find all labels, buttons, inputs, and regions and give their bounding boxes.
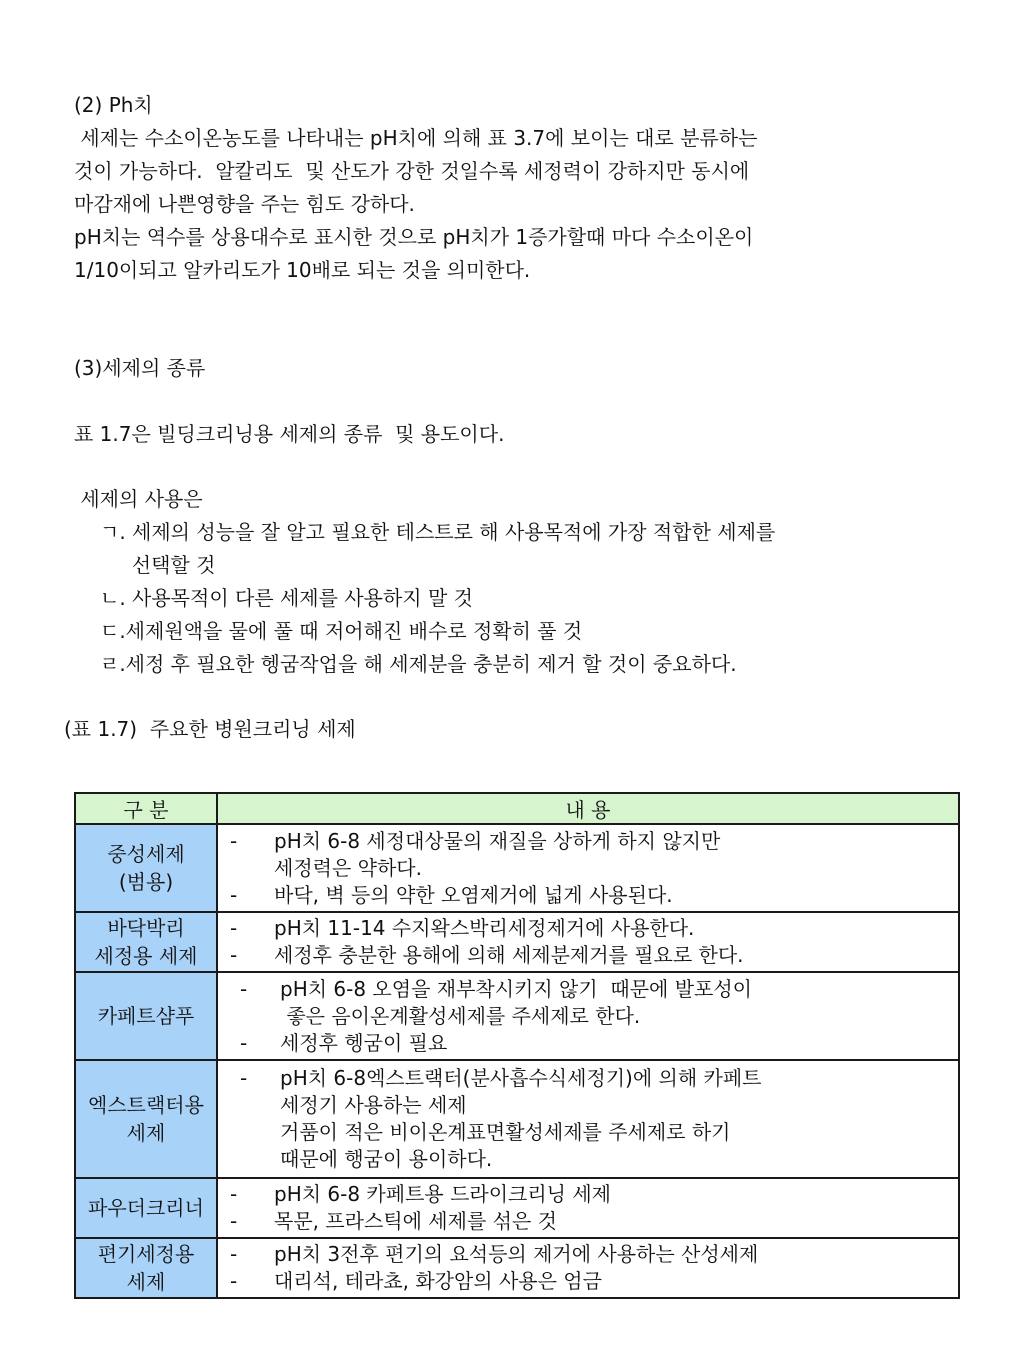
bullet-dash: -	[230, 1269, 238, 1293]
bullet-item	[218, 882, 958, 909]
category-label: 세제	[126, 1121, 166, 1145]
content-cell	[217, 912, 959, 972]
bullet-line: 세정후 헹굼이 필요	[280, 1030, 448, 1055]
bullet-dash: -	[230, 943, 238, 967]
body-line: 마감재에 나쁜영향을 주는 힘도 강하다.	[74, 192, 415, 216]
bullet-item	[218, 1268, 958, 1295]
content-cell	[217, 1178, 959, 1238]
bullet-text	[274, 1241, 758, 1268]
table-header-row	[75, 793, 959, 824]
content-cell	[217, 824, 959, 912]
usage-item: 선택할 것	[100, 553, 216, 577]
category-label: 파우더크리너	[88, 1196, 204, 1220]
bullet-text	[280, 1030, 447, 1057]
table-row	[75, 1178, 959, 1238]
bullet-line: 세정력은 약하다.	[274, 855, 422, 880]
category-label: 중성세제	[107, 842, 185, 866]
content-cell	[217, 1060, 959, 1178]
bullet-dash: -	[230, 882, 238, 907]
bullet-dash: -	[230, 916, 238, 940]
bullet-text	[274, 942, 744, 969]
bullet-line: pH치 6-8 오염을 재부착시키지 않기 때문에 발포성이	[280, 976, 752, 1001]
bullet-item	[218, 1030, 958, 1057]
bullet-line: pH치 11-14 수지왁스박리세정제거에 사용한다.	[274, 916, 695, 940]
category-cell	[75, 1178, 217, 1238]
bullet-item	[218, 828, 958, 882]
body-line: pH치는 역수를 상용대수로 표시한 것으로 pH치가 1증가할때 마다 수소이온이	[74, 225, 754, 249]
usage-item: ㄴ. 사용목적이 다른 세제를 사용하지 말 것	[100, 586, 473, 610]
bullet-text	[274, 1208, 557, 1235]
bullet-item	[218, 915, 958, 942]
bullet-text	[274, 828, 720, 882]
bullet-line: 목문, 프라스틱에 세제를 섞은 것	[274, 1209, 557, 1233]
category-cell	[75, 1060, 217, 1178]
body-line: 것이 가능하다. 알칼리도 및 산도가 강한 것일수록 세정력이 강하지만 동시에	[74, 159, 750, 183]
bullet-line: 바닥, 벽 등의 약한 오염제거에 넓게 사용된다.	[274, 882, 673, 907]
category-label: 엑스트랙터용	[88, 1093, 204, 1117]
bullet-dash: -	[240, 1030, 248, 1055]
bullet-dash: -	[230, 828, 238, 853]
bullet-dash: -	[230, 1209, 238, 1233]
bullet-line: pH치 3전후 편기의 요석등의 제거에 사용하는 산성세제	[274, 1242, 759, 1266]
bullet-text	[280, 976, 752, 1030]
bullet-text	[274, 882, 673, 909]
category-label: 세제	[126, 1270, 166, 1294]
header-category: 구 분	[75, 793, 217, 824]
table-row	[75, 972, 959, 1060]
bullet-item	[218, 976, 958, 1030]
category-cell	[75, 972, 217, 1060]
table-caption: (표 1.7) 주요한 병원크리닝 세제	[64, 717, 356, 741]
bullet-text	[280, 1065, 761, 1173]
detergent-table	[74, 792, 960, 1299]
bullet-item	[218, 1181, 958, 1208]
bullet-text	[274, 1181, 611, 1208]
section-3-heading: (3)세제의 종류	[74, 356, 206, 380]
bullet-item	[218, 1241, 958, 1268]
category-label: 바닥박리	[107, 916, 185, 940]
category-label: (범용)	[118, 870, 174, 894]
bullet-line: pH치 6-8엑스트랙터(분사흡수식세정기)에 의해 카페트	[280, 1066, 762, 1090]
body-line: 세제는 수소이온농도를 나타내는 pH치에 의해 표 3.7에 보이는 대로 분류하는	[74, 126, 758, 150]
bullet-line: 세정후 충분한 용해에 의해 세제분제거를 필요로 한다.	[274, 943, 744, 967]
category-label: 세정용 세제	[94, 944, 198, 968]
table-row	[75, 1238, 959, 1298]
table-row	[75, 912, 959, 972]
bullet-line: 거품이 적은 비이온계표면활성세제를 주세제로 하기	[280, 1120, 731, 1144]
bullet-text	[274, 915, 694, 942]
table-row	[75, 1060, 959, 1178]
category-cell	[75, 824, 217, 912]
bullet-dash: -	[230, 1242, 238, 1266]
bullet-dash: -	[240, 1066, 248, 1090]
bullet-item	[218, 1208, 958, 1235]
bullet-line: 좋은 음이온계활성세제를 주세제로 한다.	[280, 1003, 641, 1028]
bullet-line: pH치 6-8 세정대상물의 재질을 상하게 하지 않지만	[274, 828, 721, 853]
usage-item: ㄹ.세정 후 필요한 헹굼작업을 해 세제분을 충분히 제거 할 것이 중요하다.	[100, 652, 737, 676]
bullet-line: 대리석, 테라쵸, 화강암의 사용은 엄금	[274, 1269, 602, 1293]
header-content: 내 용	[217, 793, 959, 824]
bullet-line: pH치 6-8 카페트용 드라이크리닝 세제	[274, 1182, 611, 1206]
category-label: 편기세정용	[97, 1242, 195, 1266]
category-label: 카페트샴푸	[97, 1004, 195, 1028]
category-cell	[75, 1238, 217, 1298]
bullet-line: 세정기 사용하는 세제	[280, 1093, 467, 1117]
bullet-item	[218, 942, 958, 969]
content-cell	[217, 1238, 959, 1298]
bullet-dash: -	[240, 976, 248, 1001]
section-2-heading: (2) Ph치	[74, 93, 153, 117]
bullet-line: 때문에 행굼이 용이하다.	[280, 1147, 493, 1171]
category-cell	[75, 912, 217, 972]
body-line: 1/10이되고 알카리도가 10배로 되는 것을 의미한다.	[74, 258, 531, 282]
bullet-text	[274, 1268, 602, 1295]
table-reference: 표 1.7은 빌딩크리닝용 세제의 종류 및 용도이다.	[74, 422, 505, 446]
bullet-dash: -	[230, 1182, 238, 1206]
content-cell	[217, 972, 959, 1060]
usage-item: ㄷ.세제원액을 물에 풀 때 저어해진 배수로 정확히 풀 것	[100, 619, 583, 643]
table-body	[75, 824, 959, 1298]
usage-item: ㄱ. 세제의 성능을 잘 알고 필요한 테스트로 해 사용목적에 가장 적합한 세제를	[100, 520, 776, 544]
usage-title: 세제의 사용은	[74, 487, 203, 511]
bullet-item	[218, 1065, 958, 1173]
table-row	[75, 824, 959, 912]
